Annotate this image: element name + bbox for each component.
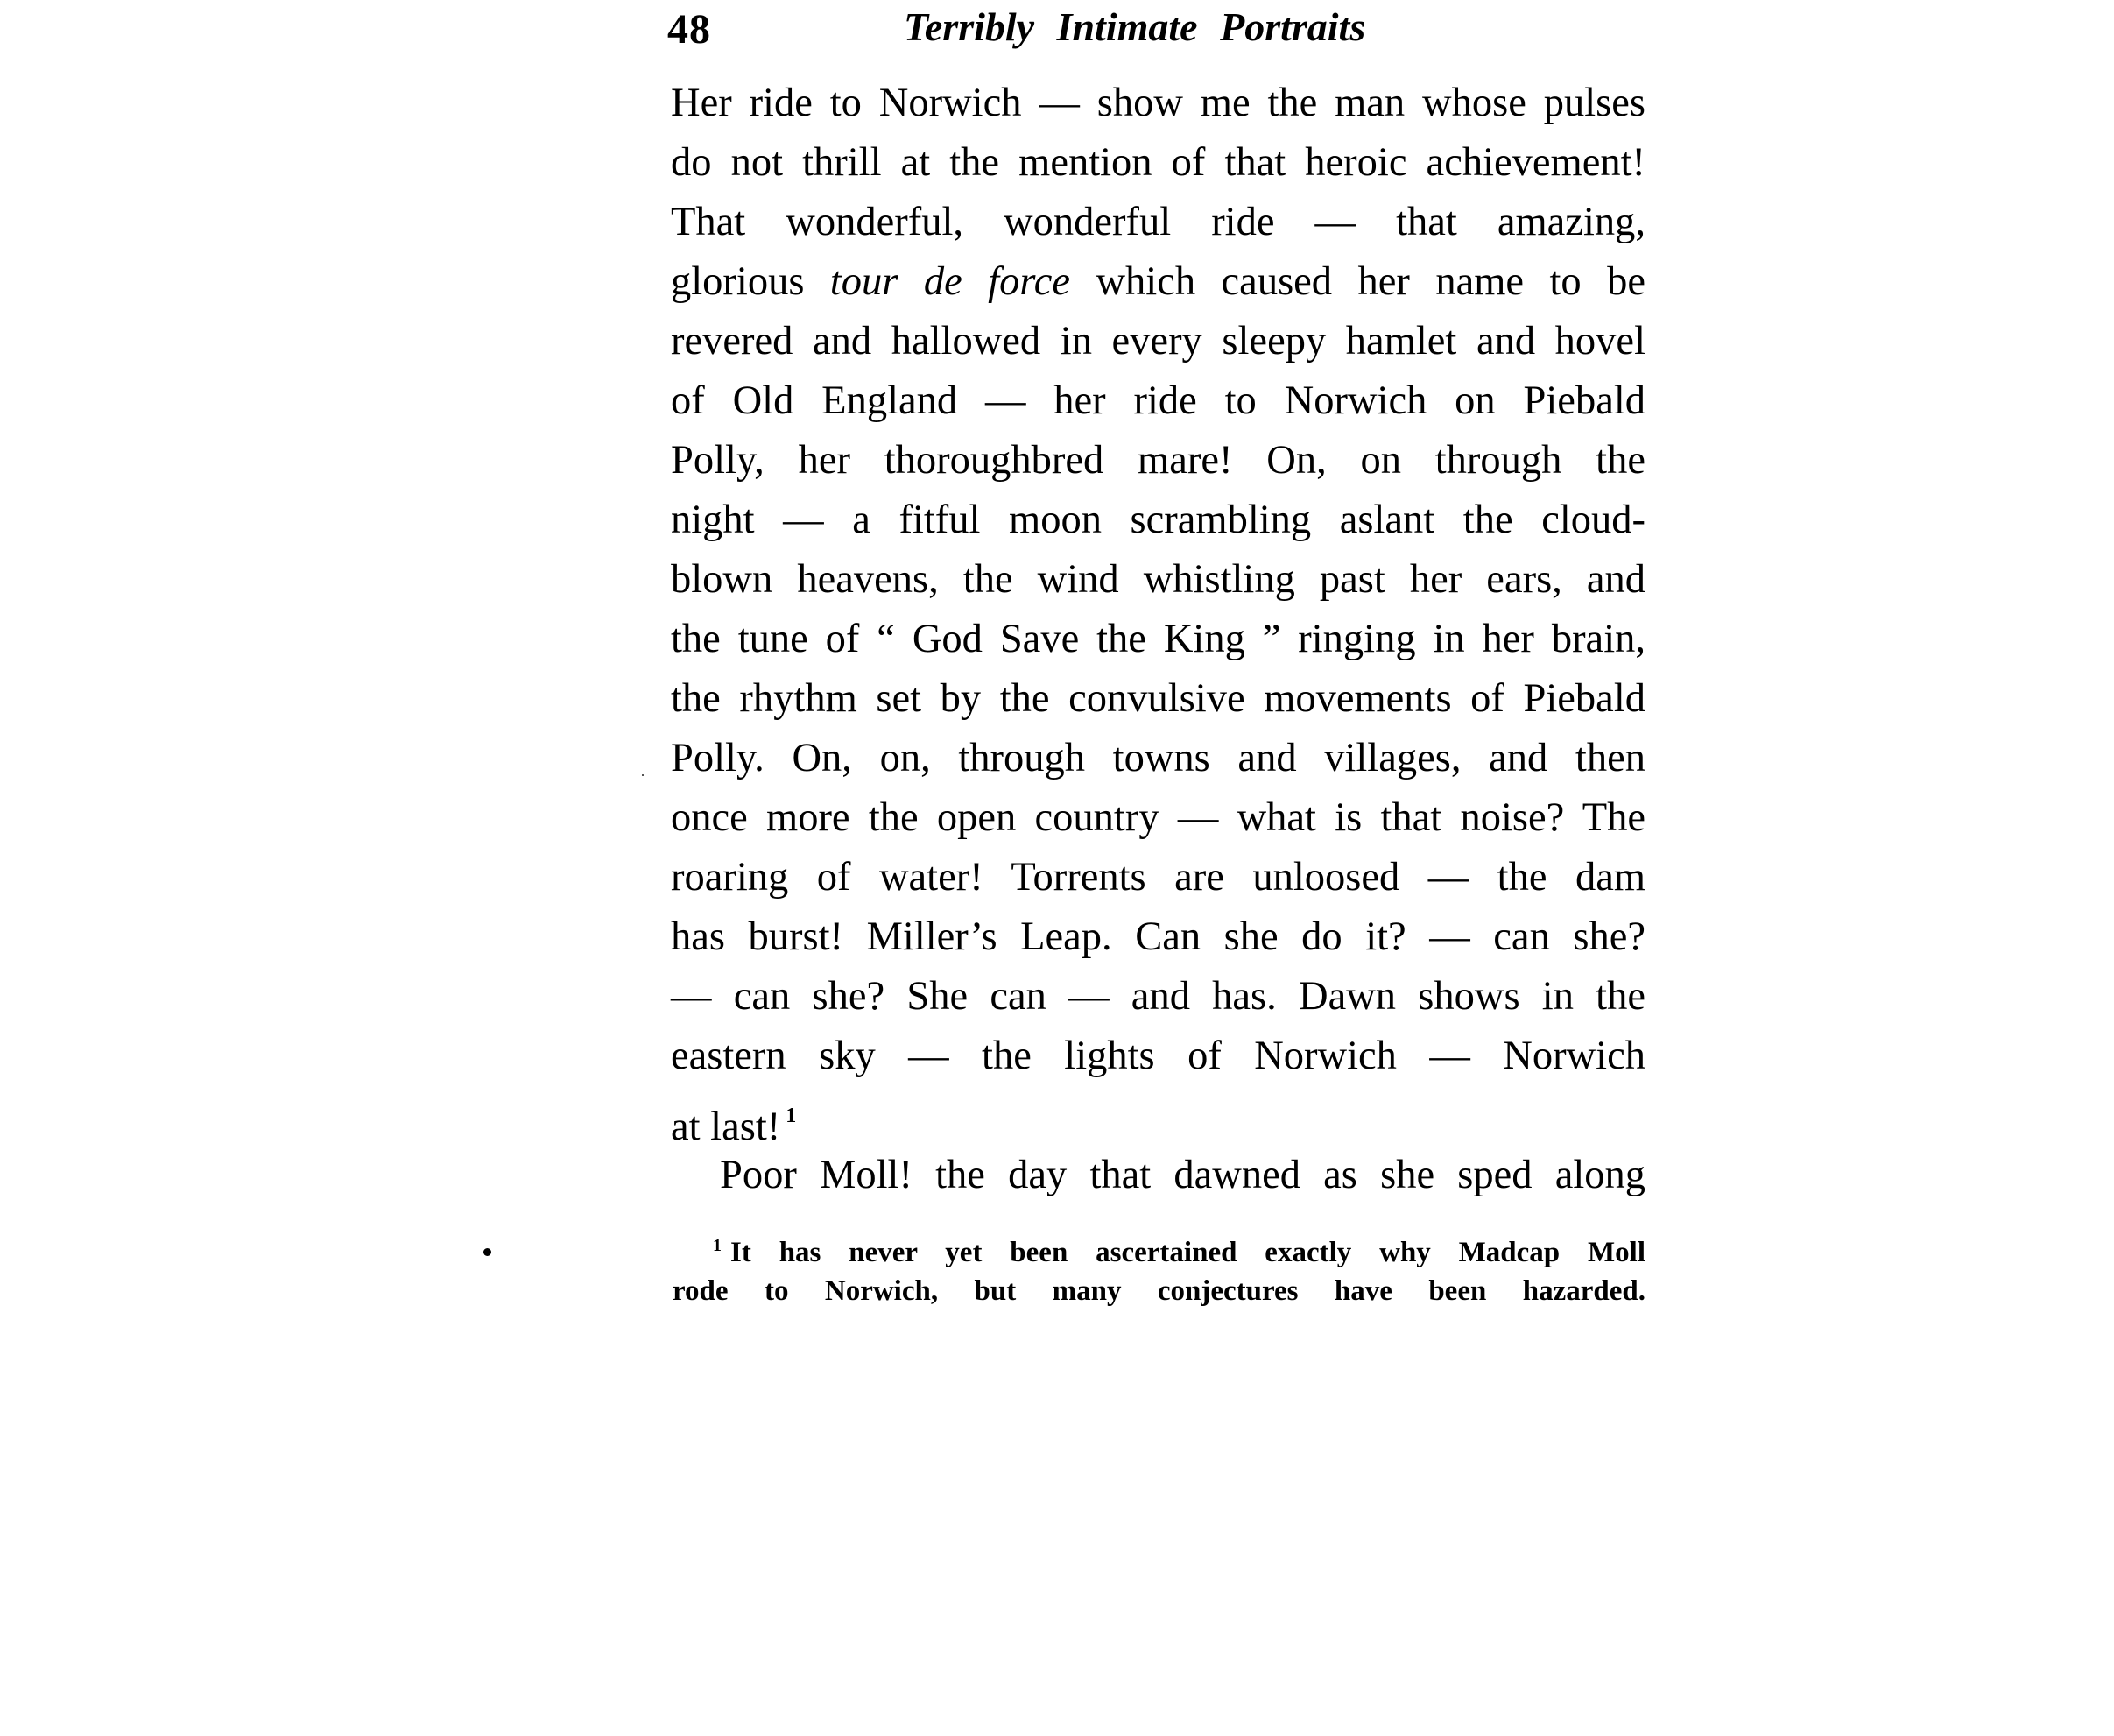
text-line: [671, 252, 1645, 312]
running-title: Terribly Intimate Portraits: [904, 4, 1366, 49]
text-line: blown heavens, the wind whistling past her ears, and: [671, 557, 1645, 602]
text-line: the rhythm set by the convulsive movements of Piebald: [671, 676, 1645, 721]
paragraph-2-line: Poor Moll! the day that dawned as she sped along: [720, 1153, 1645, 1197]
text-line-text: at last!: [671, 1104, 781, 1149]
text-line: Polly. On, on, through towns and villages, and then: [671, 736, 1645, 780]
text-line: do not thrill at the mention of that heroic achievement!: [671, 140, 1645, 185]
text-line: has burst! Miller’s Leap. Can she do it? — can she?: [671, 914, 1645, 959]
scan-artifact-speck: [642, 774, 644, 776]
text-line: Polly, her thoroughbred mare! On, on through the: [671, 438, 1645, 483]
text-line: That wonderful, wonderful ride — that amazing,: [671, 200, 1645, 244]
text-line: [671, 1086, 1645, 1149]
text-line: eastern sky — the lights of Norwich — Norwich: [671, 1034, 1645, 1078]
text-line: once more the open country — what is that noise? The: [671, 795, 1645, 840]
text-line: revered and hallowed in every sleepy hamlet and hovel: [671, 319, 1645, 363]
text-line: night — a fitful moon scrambling aslant the cloud-: [671, 498, 1645, 542]
scan-artifact-dot: [483, 1248, 491, 1256]
running-head: [667, 0, 1646, 58]
text-line-end: which caused her name to be: [1070, 259, 1645, 304]
footnote-line: rode to Norwich, but many conjectures have been hazarded.: [673, 1275, 1645, 1307]
page-number: 48: [667, 6, 711, 53]
text-line-start: glorious: [671, 259, 830, 304]
footnote-line: [673, 1223, 1645, 1268]
text-line: the tune of “ God Save the King ” ringing in her brain,: [671, 617, 1645, 661]
text-line: — can she? She can — and has. Dawn shows in the: [671, 974, 1645, 1019]
footnote-mark: 1: [713, 1236, 722, 1255]
italic-phrase: tour de force: [829, 259, 1070, 304]
footnote-text-1: It has never yet been ascertained exactly why Madcap Moll: [730, 1237, 1645, 1268]
text-line: roaring of water! Torrents are unloosed — the dam: [671, 855, 1645, 900]
body-text: [671, 74, 1645, 1205]
text-line: Her ride to Norwich — show me the man whose pulses: [671, 81, 1645, 125]
footnote-reference[interactable]: 1: [786, 1104, 797, 1127]
text-line: of Old England — her ride to Norwich on Piebald: [671, 378, 1645, 423]
footnote: [673, 1223, 1645, 1314]
